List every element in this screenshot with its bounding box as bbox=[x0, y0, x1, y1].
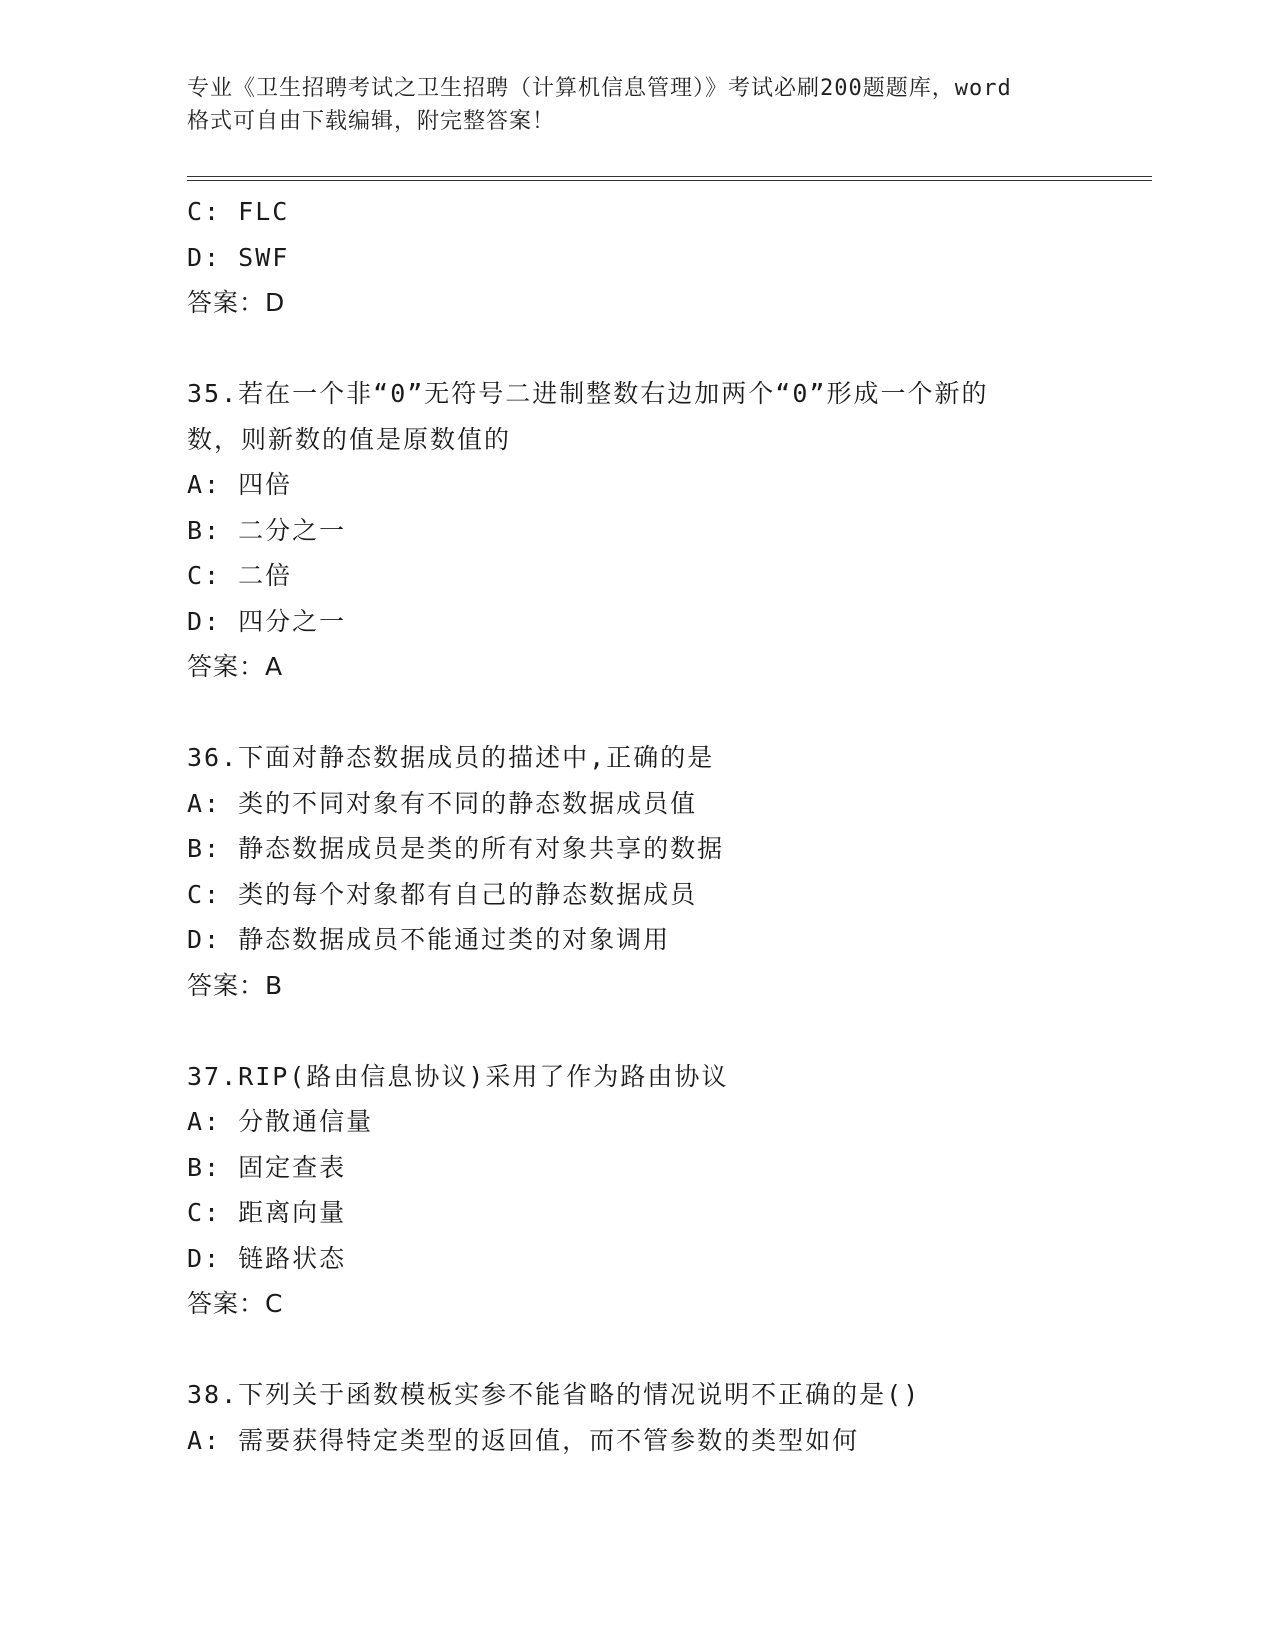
option-d: D: 四分之一 bbox=[187, 606, 347, 636]
question-38 bbox=[187, 1372, 1147, 1463]
option-d: D: 静态数据成员不能通过类的对象调用 bbox=[187, 925, 671, 954]
header-text-line-1: 专业《卫生招聘考试之卫生招聘（计算机信息管理）》考试必刷200题题库，word bbox=[187, 76, 1012, 101]
question-stem: 37.RIP(路由信息协议)采用了作为路由协议 bbox=[187, 1061, 729, 1091]
option-c: C: 二倍 bbox=[187, 561, 293, 590]
option-a: A: 分散通信量 bbox=[187, 1107, 374, 1136]
question-stem: 38.下列关于函数模板实参不能省略的情况说明不正确的是() bbox=[187, 1380, 921, 1409]
question-stem: 35.若在一个非“0”无符号二进制整数右边加两个“0”形成一个新的 bbox=[187, 379, 989, 408]
answer-line: 答案：C bbox=[187, 1289, 284, 1318]
question-35 bbox=[187, 371, 1147, 690]
option-d: D: SWF bbox=[187, 242, 290, 272]
option-c: C: 类的每个对象都有自己的静态数据成员 bbox=[187, 879, 698, 909]
option-c: C: 距离向量 bbox=[187, 1198, 347, 1227]
question-34-tail bbox=[187, 189, 1147, 326]
option-a: A: 需要获得特定类型的返回值，而不管参数的类型如何 bbox=[187, 1425, 860, 1455]
option-a: A: 类的不同对象有不同的静态数据成员值 bbox=[187, 788, 698, 818]
header-text-line-2: 格式可自由下载编辑，附完整答案！ bbox=[187, 109, 556, 134]
spacer bbox=[187, 326, 1147, 372]
spacer bbox=[187, 1327, 1147, 1373]
question-37 bbox=[187, 1054, 1147, 1327]
option-b: B: 静态数据成员是类的所有对象共享的数据 bbox=[187, 834, 725, 863]
option-c: C: FLC bbox=[187, 197, 290, 226]
spacer bbox=[187, 690, 1147, 736]
document-body bbox=[187, 189, 1147, 1463]
question-stem: 36.下面对静态数据成员的描述中,正确的是 bbox=[187, 743, 715, 772]
header-divider bbox=[187, 176, 1152, 181]
option-d: D: 链路状态 bbox=[187, 1243, 347, 1273]
answer-line: 答案：D bbox=[187, 288, 286, 317]
spacer bbox=[187, 1008, 1147, 1054]
page-header bbox=[187, 72, 1087, 138]
option-b: B: 固定查表 bbox=[187, 1152, 347, 1182]
answer-line: 答案：B bbox=[187, 970, 284, 1000]
question-stem-continued: 数，则新数的值是原数值的 bbox=[187, 424, 512, 454]
option-a: A: 四倍 bbox=[187, 470, 293, 499]
question-36 bbox=[187, 735, 1147, 1008]
option-b: B: 二分之一 bbox=[187, 515, 347, 545]
answer-line: 答案：A bbox=[187, 652, 284, 681]
